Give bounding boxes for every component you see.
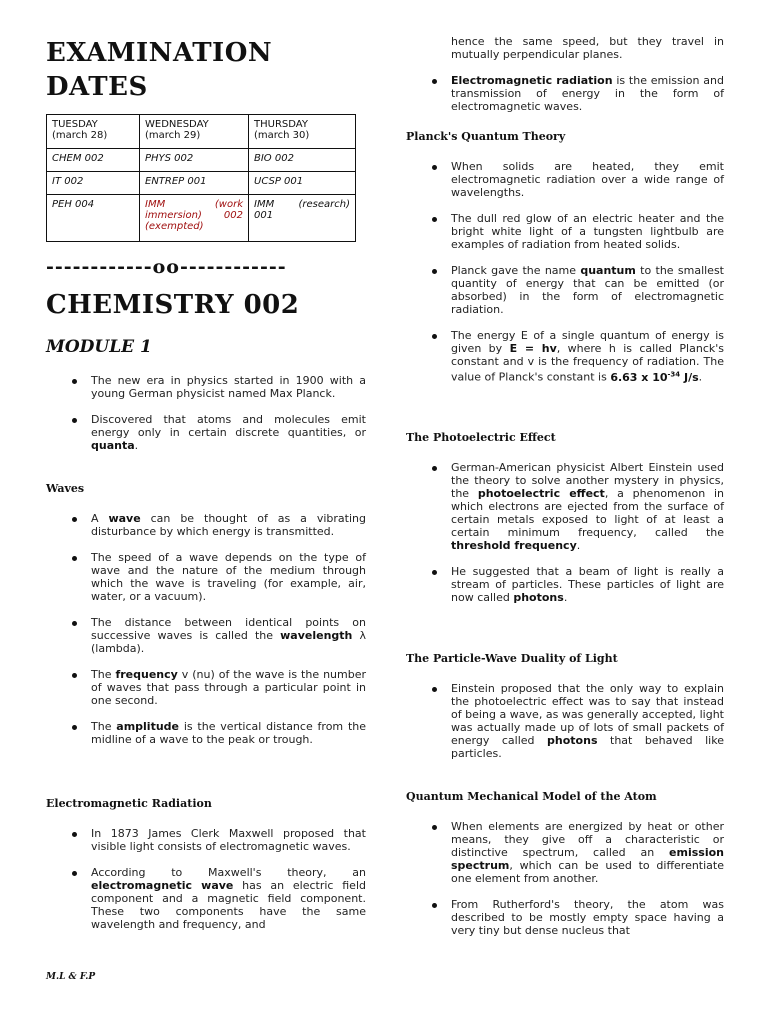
header-day: THURSDAY [254, 119, 308, 130]
planck-constant [610, 371, 698, 384]
item-text: hence the same speed, but they travel in mutually perpendicular planes. [451, 35, 724, 61]
planck-list [406, 160, 724, 384]
item-bold: wave [108, 512, 141, 525]
list-item [46, 374, 366, 400]
item-text-mid: , where h is called Planck's constant and v is the frequency of radiation. The value of Planck's constant is [451, 342, 724, 384]
bullet-icon [72, 556, 77, 561]
bullet-icon [72, 517, 77, 522]
bullet-icon [72, 673, 77, 678]
list-item [46, 827, 366, 853]
continuation-section [406, 35, 724, 113]
table-row [47, 172, 356, 195]
table-header-cell [140, 115, 249, 149]
item-text-tail: is the emission and transmission of energy in the form of electromagnetic waves. [451, 74, 724, 113]
table-cell: PEH 004 [47, 195, 140, 242]
list-item [406, 565, 724, 604]
table-row [47, 195, 356, 242]
header-day: TUESDAY [52, 119, 98, 130]
list-item [46, 551, 366, 603]
item-text-tail: is the vertical distance from the midline of a wave to the peak or trough. [91, 720, 366, 746]
constant-base: 6.63 x 10 [610, 370, 668, 384]
duality-list [406, 682, 724, 760]
list-item [406, 74, 724, 113]
waves-heading: Waves [46, 482, 85, 495]
item-bold: Electromagnetic radiation [451, 74, 613, 87]
list-item [46, 512, 366, 538]
item-text: From Rutherford's theory, the atom was described to be mostly empty space having a very tiny but dense nucleus that [451, 898, 724, 937]
table-cell: CHEM 002 [47, 149, 140, 172]
item-text: When elements are energized by heat or other means, they give off a characteristic or distinctive spectrum, called an [451, 820, 724, 859]
continuation-list [406, 35, 724, 113]
list-item [46, 866, 366, 931]
formula: E = hv [509, 342, 557, 355]
em-radiation-section [46, 797, 366, 931]
chemistry-title: CHEMISTRY 002 [46, 290, 300, 320]
item-text-tail: that behaved like particles. [451, 734, 724, 760]
list-item [406, 160, 724, 199]
constant-exponent: -34 [667, 370, 681, 378]
list-item [406, 329, 724, 384]
bullet-icon [432, 269, 437, 274]
list-item [406, 264, 724, 316]
item-text-tail: to the smallest quantity of energy that can be emitted (or absorbed) in the form of electromagnetic radiation. [451, 264, 724, 316]
item-text: According to Maxwell's theory, an [91, 866, 366, 879]
list-item [46, 413, 366, 452]
item-text-tail: λ (lambda). [91, 629, 366, 655]
item-bold: frequency [115, 668, 178, 681]
table-row [47, 149, 356, 172]
list-item [406, 898, 724, 937]
item-text: Einstein proposed that the only way to explain the photoelectric effect was to say that instead of being a wave, as was generally accepted, light was actually made up of lots of small packets of energy called [451, 682, 724, 747]
table-cell: PHYS 002 [140, 149, 249, 172]
intro-list [46, 374, 366, 452]
waves-section [46, 482, 366, 746]
item-text: He suggested that a beam of light is really a stream of particles. These particles of light are now called [451, 565, 724, 604]
item-text-tail: . [576, 539, 581, 552]
table-header-row [47, 115, 356, 149]
table-header-cell [47, 115, 140, 149]
list-item [406, 820, 724, 885]
item-text: A [91, 512, 109, 525]
bullet-icon [432, 466, 437, 471]
footer-initials: M.L & F.P [46, 972, 96, 982]
header-date: (march 28) [52, 130, 108, 141]
table-cell: ENTREP 001 [140, 172, 249, 195]
header-date: (march 30) [254, 130, 310, 141]
bullet-icon [432, 334, 437, 339]
item-bold: emission spectrum [451, 846, 724, 872]
qm-list [406, 820, 724, 937]
item-bold: photons [513, 591, 564, 604]
page-title [46, 36, 366, 104]
list-item [46, 616, 366, 655]
bullet-icon [432, 903, 437, 908]
item-bold: photons [547, 734, 598, 747]
bullet-icon [432, 687, 437, 692]
bullet-icon [72, 871, 77, 876]
intro-section [46, 374, 366, 452]
table-cell-exempted: IMM (work immersion) 002 (exempted) [140, 195, 249, 242]
table-cell: BIO 002 [249, 149, 356, 172]
bullet-icon [432, 165, 437, 170]
list-item [46, 668, 366, 707]
item-bold: wavelength [280, 629, 353, 642]
item-text: The energy E of a single quantum of energy is given by [451, 329, 724, 355]
item-bold-2: threshold frequency [451, 539, 577, 552]
duality-section [406, 652, 724, 760]
qm-section [406, 790, 724, 937]
waves-list [46, 512, 366, 746]
table-cell: IMM (research) 001 [249, 195, 356, 242]
item-text: Discovered that atoms and molecules emit energy only in certain discrete quantities, or [91, 413, 366, 439]
item-bold: electromagnetic wave [91, 879, 234, 892]
item-text-tail: . [698, 370, 703, 384]
header-date: (march 29) [145, 130, 201, 141]
photoelectric-section [406, 431, 724, 604]
exam-dates-table [46, 114, 356, 242]
constant-unit: J/s [680, 370, 699, 384]
continuation-text [406, 35, 724, 61]
bullet-icon [72, 725, 77, 730]
page-title-text: EXAMINATION DATES [46, 38, 273, 102]
module-heading: MODULE 1 [46, 337, 152, 357]
item-bold: quanta [91, 439, 135, 452]
duality-heading: The Particle-Wave Duality of Light [406, 652, 618, 665]
item-text-tail: . [134, 439, 139, 452]
bullet-icon [432, 825, 437, 830]
photoelectric-list [406, 461, 724, 604]
bullet-icon [432, 217, 437, 222]
item-text: Planck gave the name [451, 264, 581, 277]
item-text: The [91, 720, 117, 733]
bullet-icon [72, 621, 77, 626]
bullet-icon [72, 418, 77, 423]
item-text: The speed of a wave depends on the type of wave and the nature of the medium through which the wave is traveling (for example, air, water, or a vacuum). [91, 551, 366, 603]
bullet-icon [432, 570, 437, 575]
list-item [406, 212, 724, 251]
planck-heading: Planck's Quantum Theory [406, 130, 566, 143]
item-text: When solids are heated, they emit electromagnetic radiation over a wide range of wavelengths. [451, 160, 724, 199]
item-bold: amplitude [116, 720, 180, 733]
qm-heading: Quantum Mechanical Model of the Atom [406, 790, 657, 803]
item-bold: quantum [580, 264, 636, 277]
item-text: The dull red glow of an electric heater and the bright white light of a tungsten lightbulb are examples of radiation from heated solids. [451, 212, 724, 251]
item-text-tail: has an electric field component and a magnetic field component. These two components have the same wavelength and frequency, and [91, 879, 366, 931]
item-text: The new era in physics started in 1900 with a young German physicist named Max Planck. [91, 374, 366, 400]
item-text-tail: v (nu) of the wave is the number of waves that pass through a particular point in one second. [91, 668, 366, 707]
item-text-tail: can be thought of as a vibrating disturbance by which energy is transmitted. [91, 512, 366, 538]
list-item [46, 720, 366, 746]
table-cell: UCSP 001 [249, 172, 356, 195]
table-cell: IT 002 [47, 172, 140, 195]
em-radiation-heading: Electromagnetic Radiation [46, 797, 212, 810]
list-item [406, 461, 724, 552]
photoelectric-heading: The Photoelectric Effect [406, 431, 556, 444]
bullet-icon [432, 79, 437, 84]
item-text-mid: , a phenomenon in which electrons are ejected from the surface of certain metals exposed to light of at least a certain minimum frequency, called the [451, 487, 724, 539]
item-text: The distance between identical points on successive waves is called the [91, 616, 366, 642]
item-text: In 1873 James Clerk Maxwell proposed that visible light consists of electromagnetic waves. [91, 827, 366, 853]
item-text: German-American physicist Albert Einstein used the theory to solve another mystery in physics, the [451, 461, 724, 500]
section-separator: ------------oo------------ [46, 256, 287, 278]
item-text: The [91, 668, 116, 681]
table-header-cell [249, 115, 356, 149]
header-day: WEDNESDAY [145, 119, 209, 130]
planck-section [406, 130, 724, 384]
bullet-icon [72, 379, 77, 384]
bullet-icon [72, 832, 77, 837]
item-bold: photoelectric effect [477, 487, 605, 500]
item-text-tail: , which can be used to differentiate one element from another. [451, 859, 724, 885]
item-text-tail: . [563, 591, 568, 604]
list-item [406, 682, 724, 760]
em-list [46, 827, 366, 931]
